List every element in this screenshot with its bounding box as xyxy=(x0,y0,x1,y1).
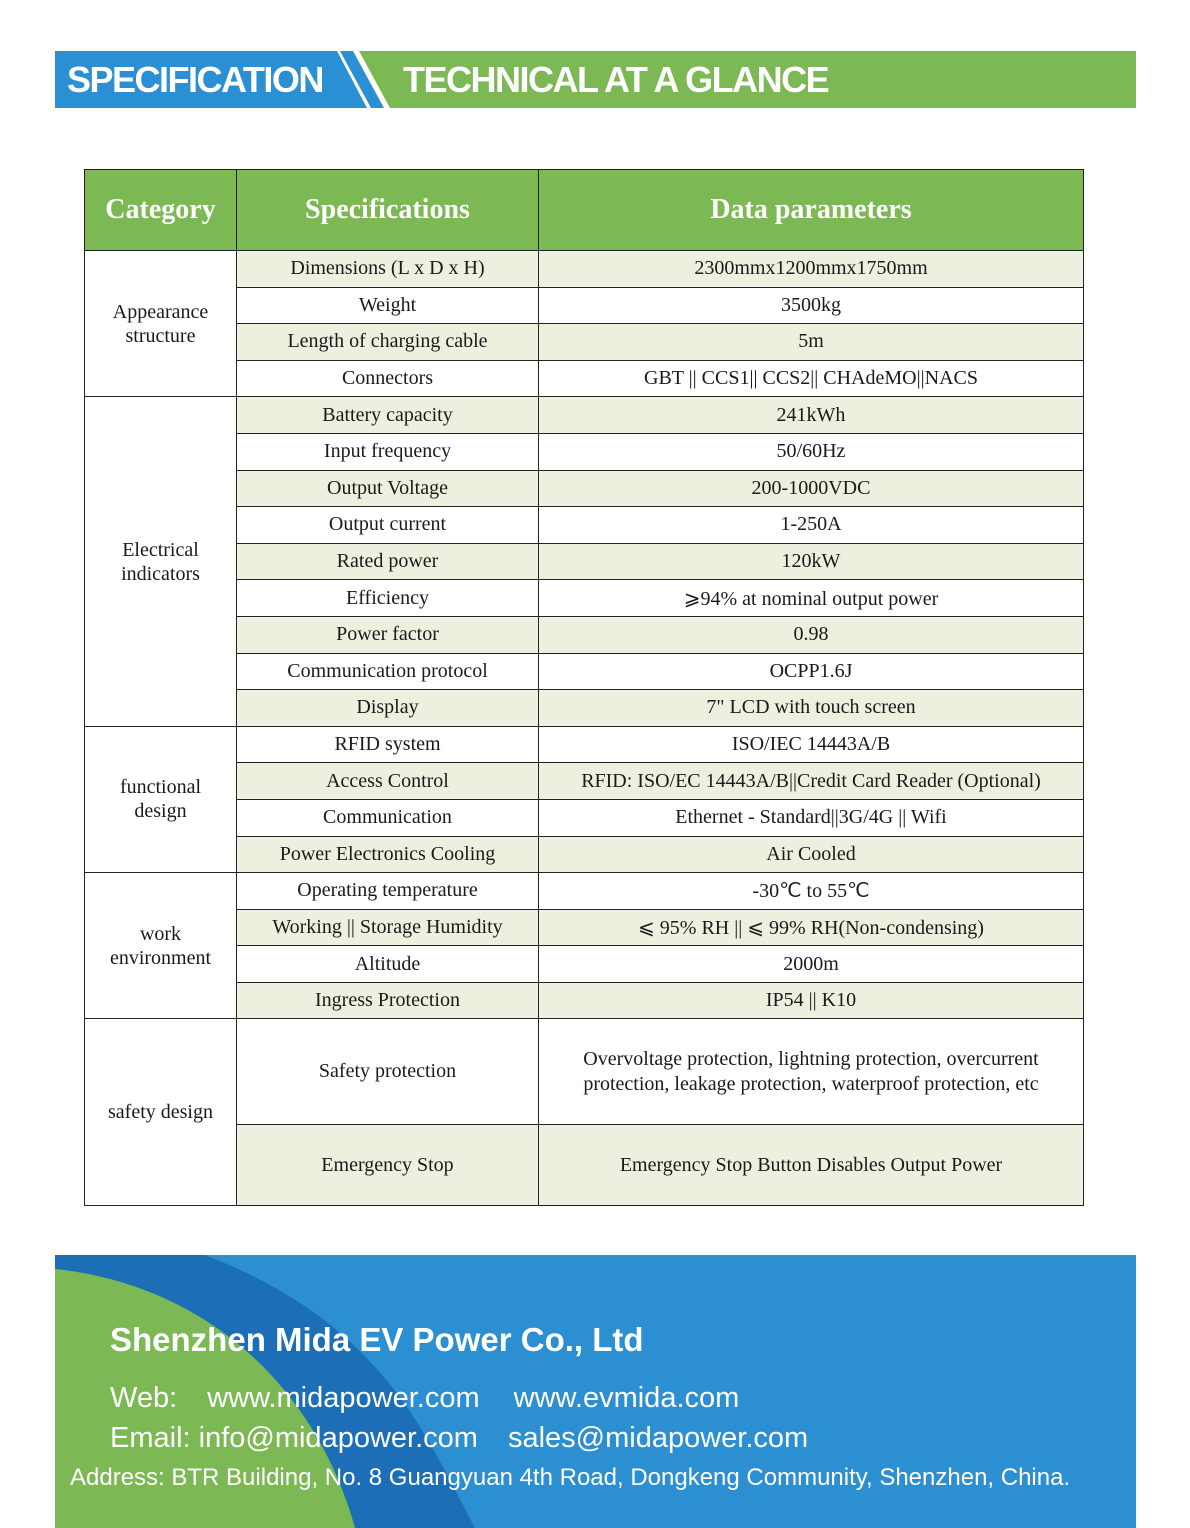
value-cell: -30℃ to 55℃ xyxy=(539,873,1084,910)
email-line xyxy=(110,1422,808,1455)
value-cell: 241kWh xyxy=(539,397,1084,434)
header-specifications: Specifications xyxy=(237,170,539,251)
spec-cell: Power Electronics Cooling xyxy=(237,836,539,873)
table-header-row xyxy=(85,170,1084,251)
spec-cell: Efficiency xyxy=(237,580,539,617)
web-link-midapower[interactable]: www.midapower.com xyxy=(207,1382,480,1414)
value-cell: Air Cooled xyxy=(539,836,1084,873)
category-line: environment xyxy=(109,946,212,969)
header-banner xyxy=(55,51,1136,108)
spec-cell: Connectors xyxy=(237,360,539,397)
value-line: protection, leakage protection, waterproof protection, etc xyxy=(583,1072,1039,1095)
spec-cell: Dimensions (L x D x H) xyxy=(237,251,539,288)
footer-contact-banner xyxy=(55,1255,1136,1528)
table-row xyxy=(85,251,1084,288)
spec-cell: Communication xyxy=(237,799,539,836)
value-cell: 50/60Hz xyxy=(539,433,1084,470)
spec-cell: Operating temperature xyxy=(237,873,539,910)
email-label: Email: xyxy=(110,1422,191,1454)
category-work-environment xyxy=(85,873,237,1019)
spec-cell: Access Control xyxy=(237,763,539,800)
value-cell: IP54 || K10 xyxy=(539,982,1084,1019)
table-row xyxy=(85,873,1084,910)
address: Address: BTR Building, No. 8 Guangyuan 4th Road, Dongkeng Community, Shenzhen, China. xyxy=(70,1464,1071,1491)
spec-cell: Emergency Stop xyxy=(237,1125,539,1206)
spec-cell: Safety protection xyxy=(237,1019,539,1125)
web-label: Web: xyxy=(110,1382,178,1414)
spec-cell: Display xyxy=(237,690,539,727)
value-cell: 2000m xyxy=(539,946,1084,983)
spec-cell: Power factor xyxy=(237,616,539,653)
spec-cell: Length of charging cable xyxy=(237,324,539,361)
category-line: functional xyxy=(119,776,202,799)
value-cell: 7" LCD with touch screen xyxy=(539,690,1084,727)
email-link-sales[interactable]: sales@midapower.com xyxy=(507,1422,809,1454)
company-name: Shenzhen Mida EV Power Co., Ltd xyxy=(110,1321,644,1358)
value-cell: 3500kg xyxy=(539,287,1084,324)
category-line: structure xyxy=(125,324,196,347)
category-functional-design xyxy=(85,726,237,872)
category-line: work xyxy=(139,922,182,945)
table-row xyxy=(85,397,1084,434)
category-line: Appearance xyxy=(112,300,209,323)
spec-cell: Working || Storage Humidity xyxy=(237,909,539,946)
spec-cell: Rated power xyxy=(237,543,539,580)
banner-title-specification: SPECIFICATION xyxy=(67,59,323,100)
spec-cell: Output current xyxy=(237,507,539,544)
spec-cell: Weight xyxy=(237,287,539,324)
header-data-parameters: Data parameters xyxy=(539,170,1084,251)
category-electrical-indicators xyxy=(85,397,237,726)
spec-cell: Output Voltage xyxy=(237,470,539,507)
web-link-evmida[interactable]: www.evmida.com xyxy=(513,1382,740,1414)
spec-cell: RFID system xyxy=(237,726,539,763)
value-cell: 200-1000VDC xyxy=(539,470,1084,507)
spec-cell: Input frequency xyxy=(237,433,539,470)
value-cell: Ethernet - Standard||3G/4G || Wifi xyxy=(539,799,1084,836)
value-line: Overvoltage protection, lightning protection, overcurrent xyxy=(583,1047,1039,1070)
value-cell: 120kW xyxy=(539,543,1084,580)
value-cell: ISO/IEC 14443A/B xyxy=(539,726,1084,763)
table-row xyxy=(85,726,1084,763)
category-line: indicators xyxy=(121,562,200,585)
value-cell: 2300mmx1200mmx1750mm xyxy=(539,251,1084,288)
spec-cell: Altitude xyxy=(237,946,539,983)
spec-cell: Ingress Protection xyxy=(237,982,539,1019)
email-link-info[interactable]: info@midapower.com xyxy=(198,1422,478,1454)
value-cell xyxy=(539,1019,1084,1125)
web-line xyxy=(110,1382,739,1415)
category-line: design xyxy=(134,800,187,823)
value-cell: 0.98 xyxy=(539,616,1084,653)
category-line: Electrical xyxy=(122,538,199,561)
table-row xyxy=(85,1019,1084,1125)
banner-title-technical: TECHNICAL AT A GLANCE xyxy=(403,59,829,100)
value-cell: OCPP1.6J xyxy=(539,653,1084,690)
value-cell: ⩽ 95% RH || ⩽ 99% RH(Non-condensing) xyxy=(539,909,1084,946)
value-cell: 1-250A xyxy=(539,507,1084,544)
value-cell: 5m xyxy=(539,324,1084,361)
category-line: safety design xyxy=(108,1101,213,1124)
value-cell: ⩾94% at nominal output power xyxy=(539,580,1084,617)
spec-cell: Communication protocol xyxy=(237,653,539,690)
value-cell: GBT || CCS1|| CCS2|| CHAdeMO||NACS xyxy=(539,360,1084,397)
spec-cell: Battery capacity xyxy=(237,397,539,434)
value-cell: RFID: ISO/EC 14443A/B||Credit Card Reader (Optional) xyxy=(539,763,1084,800)
value-cell: Emergency Stop Button Disables Output Power xyxy=(539,1125,1084,1206)
category-appearance-structure xyxy=(85,251,237,397)
category-safety-design xyxy=(85,1019,237,1206)
header-category: Category xyxy=(85,170,237,251)
spec-table xyxy=(84,169,1084,1206)
